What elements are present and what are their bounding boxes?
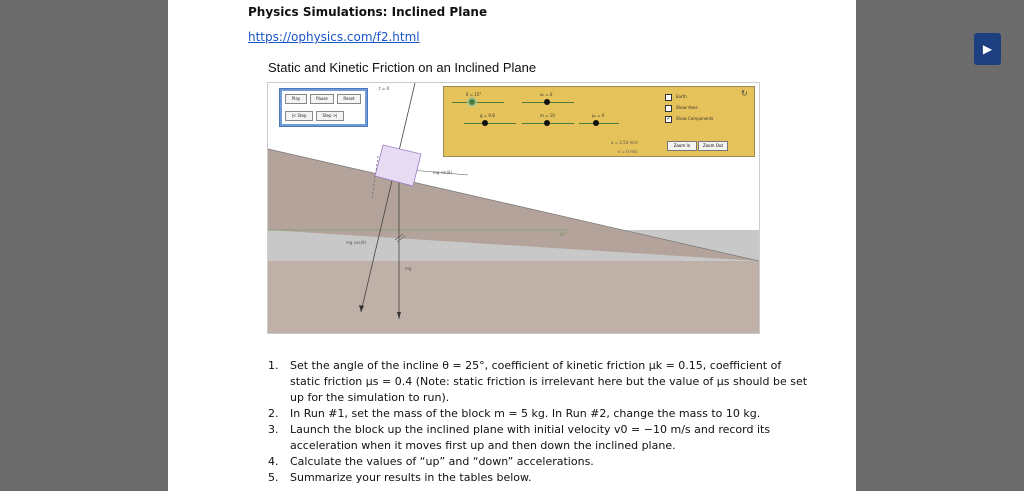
time-readout: t = 0 <box>379 86 390 91</box>
theta-slider-track[interactable] <box>452 102 504 103</box>
show-axes-label: Show Axes <box>676 105 698 110</box>
list-item: 2. In Run #1, set the mass of the block m = 5 kg. In Run #2, change the mass to 10 kg. <box>268 407 761 420</box>
zoom-in-button[interactable]: Zoom In <box>667 141 697 151</box>
velocity-readout: v = 0 m/s <box>618 149 638 154</box>
pause-button[interactable]: Pause <box>310 94 334 104</box>
mass-slider-handle[interactable] <box>544 120 550 126</box>
acceleration-readout: a = 2.54 m/s² <box>611 140 639 145</box>
earth-checkbox[interactable] <box>665 94 672 101</box>
g-slider-track[interactable] <box>464 123 516 124</box>
simulation-title: Static and Kinetic Friction on an Inclined Plane <box>268 60 537 75</box>
list-item: 1. Set the angle of the incline θ = 25°, coefficient of kinetic friction μk = 0.15, coefficient of static friction μs = 0.4 (Note: static friction is irrelevant here but the value of μs should be set up for the simulation to run). <box>268 359 808 404</box>
play-button[interactable]: Play <box>285 94 307 104</box>
mass-label: m = 10 <box>540 113 555 118</box>
theta-label: θ = 15° <box>466 92 482 97</box>
angle-label: 15° <box>559 232 567 237</box>
reset-button[interactable]: Reset <box>337 94 361 104</box>
show-axes-checkbox[interactable] <box>665 105 672 112</box>
simulation-link[interactable]: https://ophysics.com/f2.html <box>248 30 420 44</box>
playback-controls <box>279 88 368 127</box>
simulation-canvas[interactable] <box>267 82 760 334</box>
g-label: g = 9.8 <box>480 113 495 118</box>
theta-slider-handle[interactable] <box>469 99 475 105</box>
step-forward-button[interactable]: Step >| <box>316 111 344 121</box>
mu-s-slider-handle[interactable] <box>593 120 599 126</box>
v0-label: v₀ = 0 <box>540 92 553 97</box>
g-slider-handle[interactable] <box>482 120 488 126</box>
list-item: 3. Launch the block up the inclined plane with initial velocity v0 = −10 m/s and record its acceleration when it moves first up and then down the inclined plane. <box>268 423 771 452</box>
instructions-list <box>268 358 810 486</box>
document-page <box>168 0 856 491</box>
mg-sin-label: mg sin(θ) <box>433 170 453 175</box>
play-icon[interactable]: ▶ <box>974 33 1001 65</box>
mg-label: mg <box>405 266 412 271</box>
mu-s-label: μₛ = 0 <box>592 113 605 118</box>
zoom-out-button[interactable]: Zoom Out <box>698 141 728 151</box>
list-item: 4. Calculate the values of “up” and “down” accelerations. <box>268 455 594 468</box>
list-item: 5. Summarize your results in the tables below. <box>268 471 532 484</box>
v0-slider-handle[interactable] <box>544 99 550 105</box>
step-back-button[interactable]: |< Step <box>285 111 313 121</box>
mg-cos-label: mg cos(θ) <box>346 240 367 245</box>
mu-s-slider-track[interactable] <box>579 123 619 124</box>
document-title: Physics Simulations: Inclined Plane <box>248 5 488 19</box>
show-components-label: Show Components <box>676 116 714 121</box>
earth-label: Earth <box>676 94 687 99</box>
show-components-checkbox[interactable]: ✓ <box>666 116 671 122</box>
refresh-icon[interactable]: ↻ <box>741 89 748 98</box>
